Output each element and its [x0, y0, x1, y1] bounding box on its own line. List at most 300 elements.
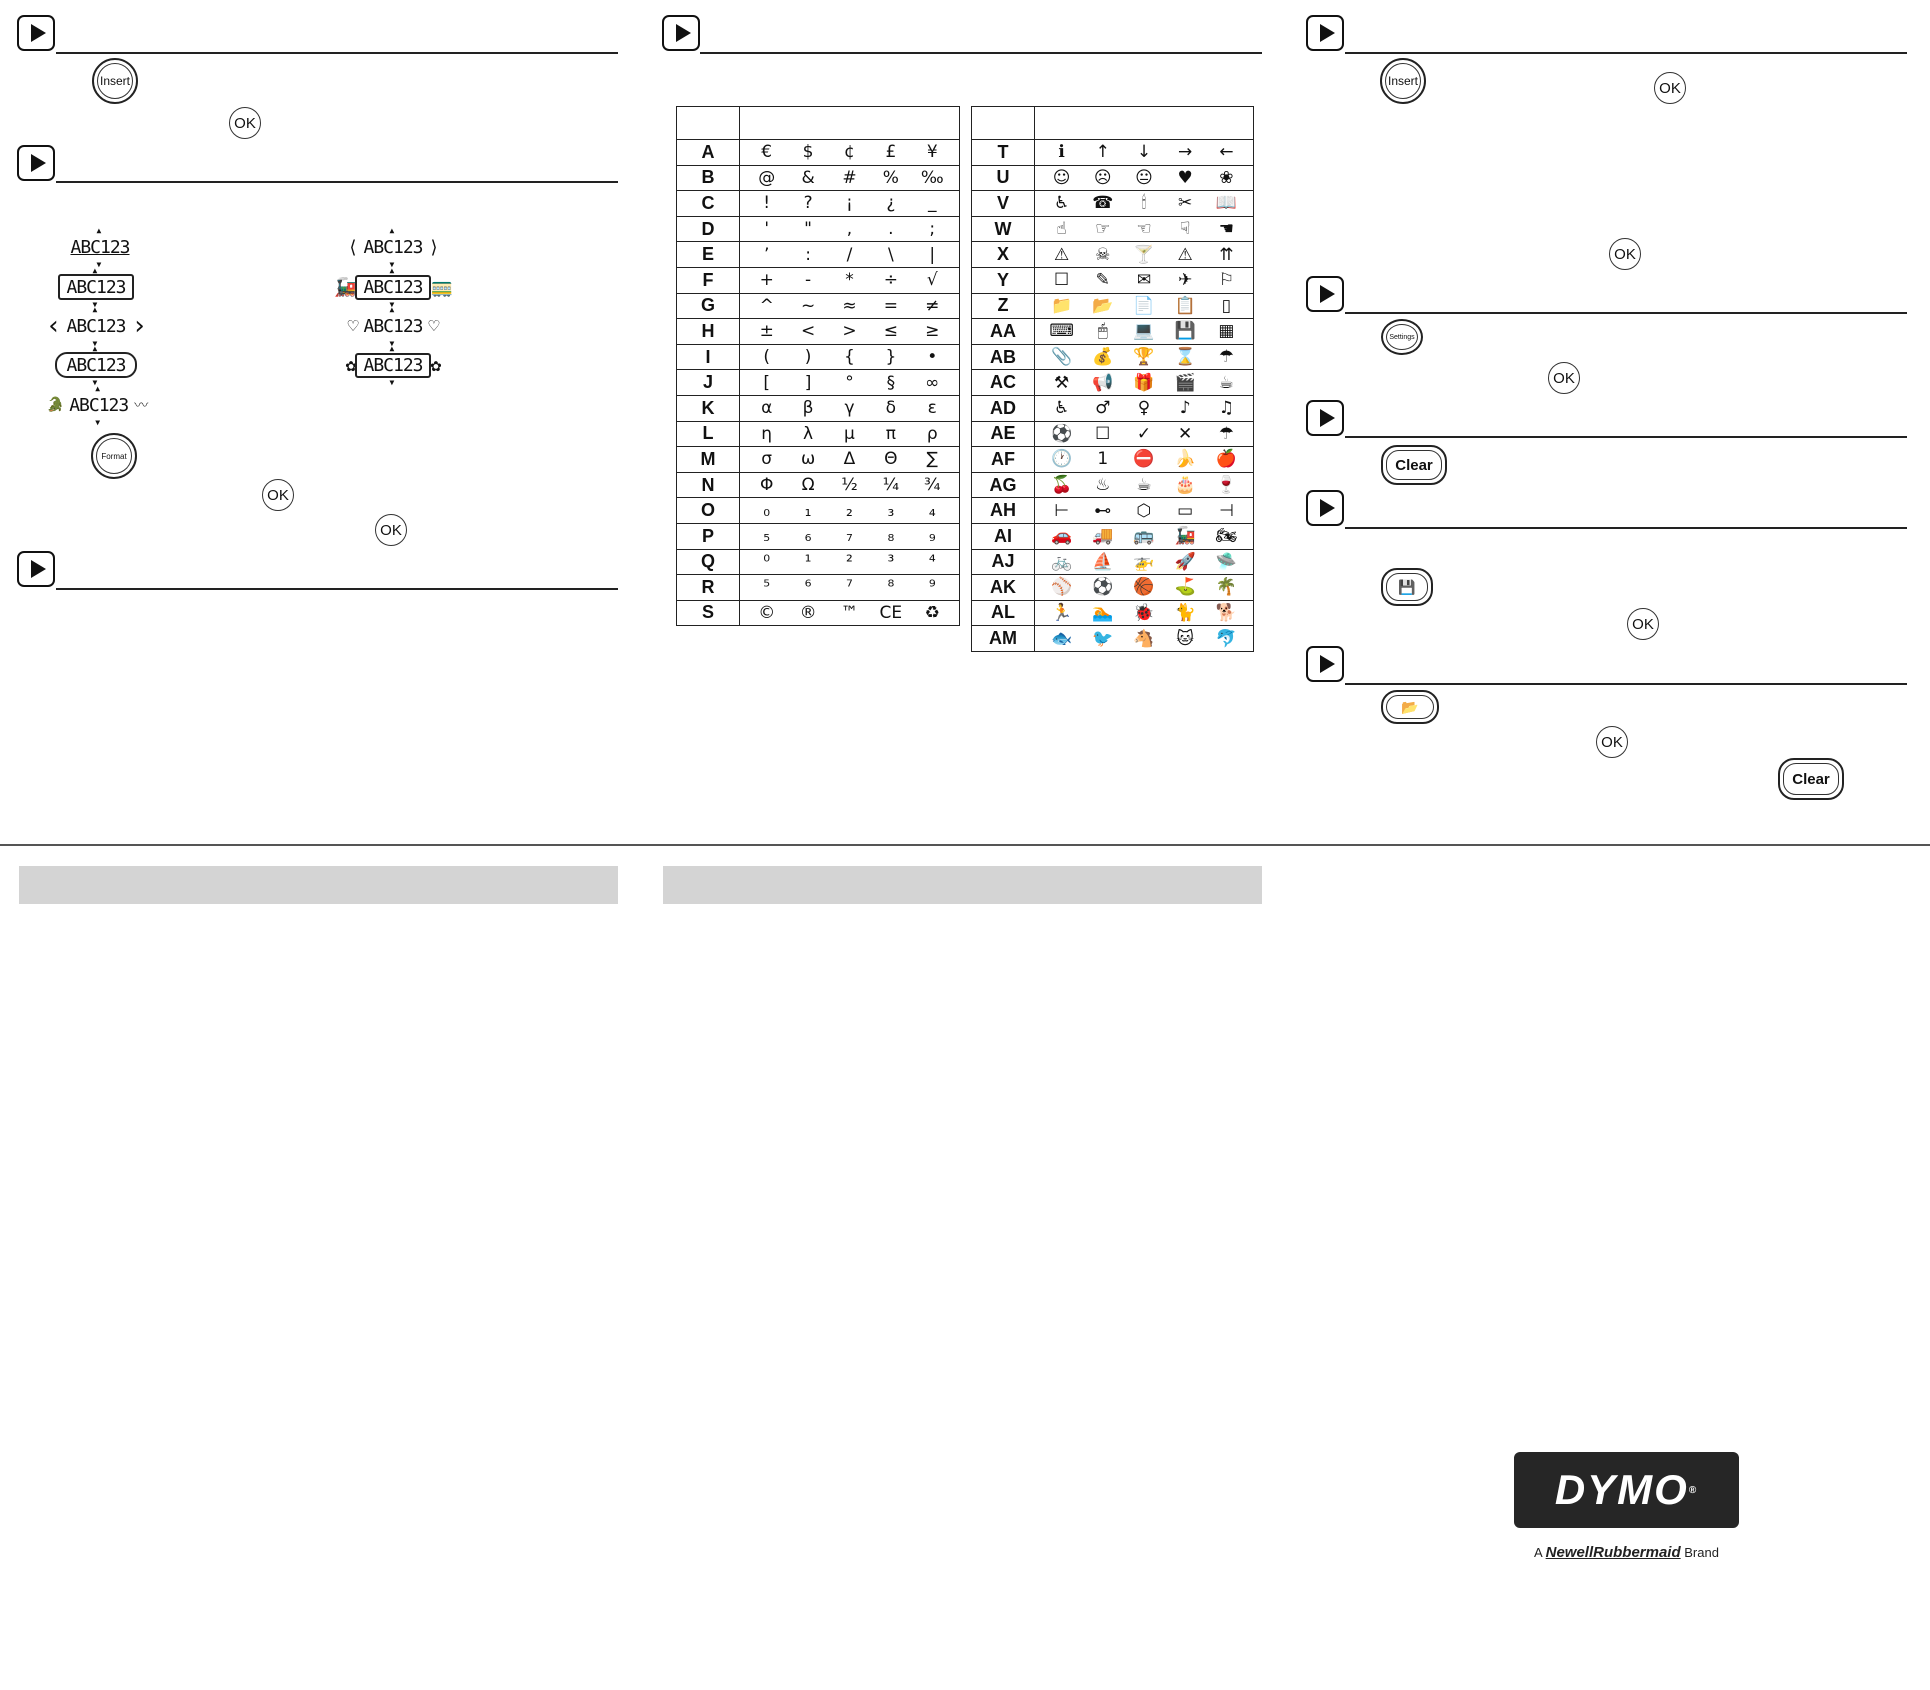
- symbol-glyph: ⛔: [1133, 449, 1155, 470]
- symbol-table-right: [971, 106, 1254, 652]
- label-sample-rounded: ▲ ABC123 ▼: [55, 352, 137, 378]
- symbol-glyph: 🐟: [1051, 628, 1073, 649]
- symbol-glyph: ⚠: [1177, 244, 1193, 265]
- symbol-glyph: 🏆: [1133, 347, 1155, 368]
- ok-key-icon: OK: [262, 479, 294, 511]
- row-symbols: [740, 370, 960, 396]
- section-divider: [56, 181, 618, 183]
- symbol-glyph: ☟: [1179, 219, 1191, 240]
- row-symbols: [1035, 421, 1254, 447]
- table-row: [972, 242, 1254, 268]
- symbol-glyph: 🛸: [1215, 551, 1237, 572]
- symbol-glyph: %: [882, 167, 899, 188]
- row-symbols: [740, 165, 960, 191]
- symbol-glyph: ▭: [1177, 500, 1194, 521]
- symbol-glyph: 🏀: [1133, 577, 1155, 598]
- symbol-glyph: ⚒: [1053, 372, 1070, 393]
- symbol-glyph: CE: [879, 602, 903, 623]
- symbol-glyph: =: [883, 295, 898, 316]
- symbol-glyph: 🚌: [1133, 526, 1155, 547]
- row-code: C: [677, 191, 740, 217]
- symbol-glyph: ⇈: [1219, 244, 1234, 265]
- symbol-glyph: 💻: [1133, 321, 1155, 342]
- symbol-glyph: 😐: [1135, 167, 1153, 188]
- symbol-glyph: ’: [763, 244, 770, 265]
- row-symbols: [1035, 191, 1254, 217]
- table-row: [972, 626, 1254, 652]
- table-row: [677, 293, 960, 319]
- symbol-glyph: }: [885, 347, 897, 368]
- symbol-glyph: 📢: [1092, 372, 1114, 393]
- gray-header-bar: [663, 866, 1262, 904]
- symbol-glyph: ⊣: [1218, 500, 1234, 521]
- table-row: [677, 395, 960, 421]
- symbol-glyph: ♨: [1095, 475, 1111, 496]
- row-symbols: [1035, 395, 1254, 421]
- play-icon: [1306, 15, 1344, 51]
- ok-key-icon: OK: [229, 107, 261, 139]
- section-divider: [700, 52, 1262, 54]
- symbol-glyph: ∞: [925, 372, 940, 393]
- clear-key-icon: Clear: [1381, 445, 1447, 485]
- symbol-glyph: ♪: [1179, 398, 1191, 419]
- row-code: T: [972, 140, 1035, 166]
- row-symbols: [740, 242, 960, 268]
- symbol-glyph: 🕯: [1141, 193, 1147, 214]
- row-code: AD: [972, 395, 1035, 421]
- symbol-glyph: +: [759, 270, 774, 291]
- table-row: [677, 242, 960, 268]
- symbol-glyph: 🕐: [1051, 449, 1073, 470]
- row-code: O: [677, 498, 740, 524]
- symbol-glyph: ♻: [924, 602, 940, 623]
- symbol-glyph: ρ: [926, 423, 938, 444]
- symbol-glyph: ✂: [1178, 193, 1193, 214]
- ok-key-icon: OK: [1596, 726, 1628, 758]
- symbol-glyph: ☕: [1136, 475, 1152, 496]
- symbol-glyph: ⁹: [928, 577, 936, 598]
- page-divider: [0, 844, 1930, 846]
- table-row: [677, 549, 960, 575]
- symbol-glyph: ✓: [1136, 423, 1152, 444]
- play-icon: [17, 15, 55, 51]
- symbol-glyph: 💾: [1174, 321, 1196, 342]
- symbol-glyph: 🌴: [1215, 577, 1237, 598]
- table-row: [972, 395, 1254, 421]
- symbol-glyph: 🐈: [1174, 602, 1196, 623]
- symbol-glyph: 🐱: [1176, 628, 1195, 649]
- table-row: [972, 165, 1254, 191]
- table-row: [677, 165, 960, 191]
- symbol-glyph: Δ: [843, 449, 856, 470]
- symbol-glyph: ♿: [1053, 193, 1070, 214]
- symbol-glyph: 🐦: [1092, 628, 1114, 649]
- row-symbols: [740, 472, 960, 498]
- symbol-glyph: ½: [841, 475, 858, 496]
- row-code: N: [677, 472, 740, 498]
- symbol-glyph: ≥: [925, 321, 940, 342]
- symbol-glyph: :: [805, 244, 811, 265]
- row-symbols: [740, 498, 960, 524]
- symbol-glyph: ⁷: [846, 577, 853, 598]
- row-symbols: [1035, 447, 1254, 473]
- symbol-glyph: .: [888, 219, 894, 240]
- section-divider: [56, 52, 618, 54]
- table-row: [677, 140, 960, 166]
- format-key-icon: Format: [91, 433, 137, 479]
- table-header-code: [677, 107, 740, 140]
- symbol-glyph: 🚁: [1133, 551, 1155, 572]
- symbol-glyph: 🚀: [1174, 551, 1196, 572]
- section-divider: [56, 588, 618, 590]
- row-code: AH: [972, 498, 1035, 524]
- symbol-glyph: ▦: [1218, 321, 1235, 342]
- symbol-glyph: ™: [840, 602, 858, 623]
- symbol-glyph: ]: [804, 372, 812, 393]
- table-row: [972, 549, 1254, 575]
- symbol-glyph: ¢: [844, 142, 855, 163]
- symbol-glyph: ₃: [887, 500, 895, 521]
- row-code: J: [677, 370, 740, 396]
- section-divider: [1345, 52, 1907, 54]
- symbol-glyph: ±: [759, 321, 774, 342]
- symbol-glyph: ⬡: [1136, 500, 1152, 521]
- table-header-code: [972, 107, 1035, 140]
- symbol-glyph: ♀: [1137, 398, 1151, 419]
- dymo-logo: DYMO ®: [1514, 1452, 1739, 1528]
- table-row: [972, 267, 1254, 293]
- row-symbols: [1035, 523, 1254, 549]
- symbol-glyph: 🎂: [1174, 475, 1196, 496]
- open-folder-key-icon: 📂: [1381, 690, 1439, 724]
- table-row: [972, 140, 1254, 166]
- row-symbols: [1035, 549, 1254, 575]
- row-code: K: [677, 395, 740, 421]
- symbol-glyph: 🏊: [1092, 602, 1114, 623]
- symbol-glyph: ': [764, 219, 770, 240]
- symbol-glyph: ¼: [882, 475, 900, 496]
- symbol-glyph: 🏍: [1215, 526, 1238, 547]
- symbol-glyph: ✉: [1136, 270, 1152, 291]
- symbol-glyph: μ: [844, 423, 855, 444]
- symbol-glyph: $: [802, 142, 814, 163]
- symbol-glyph: →: [1178, 142, 1193, 163]
- symbol-glyph: 🖱: [1097, 321, 1108, 342]
- symbol-glyph: ₅: [763, 526, 771, 547]
- symbol-glyph: 🚂: [1174, 526, 1196, 547]
- table-row: [972, 472, 1254, 498]
- ok-key-icon: OK: [375, 514, 407, 546]
- row-code: B: [677, 165, 740, 191]
- section-divider: [1345, 436, 1907, 438]
- symbol-glyph: σ: [761, 449, 773, 470]
- symbol-glyph: ↓: [1136, 142, 1152, 163]
- symbol-glyph: √: [926, 270, 938, 291]
- label-sample-train: 🚂 ▲ ABC123 ▼ 🚃: [328, 274, 458, 300]
- symbol-glyph: 1: [1097, 449, 1109, 470]
- ok-key-icon: OK: [1627, 608, 1659, 640]
- symbol-glyph: ³: [887, 551, 895, 572]
- label-sample-underline: ▲ ABC123 ▼: [60, 234, 140, 260]
- symbol-glyph: 🍒: [1051, 475, 1073, 496]
- play-icon: [1306, 400, 1344, 436]
- symbol-glyph: ⁴: [928, 551, 936, 572]
- symbol-glyph: £: [885, 142, 897, 163]
- symbol-glyph: 🍸: [1133, 244, 1155, 265]
- row-code: W: [972, 216, 1035, 242]
- symbol-glyph: ℹ: [1058, 142, 1065, 163]
- row-code: AJ: [972, 549, 1035, 575]
- table-row: [972, 293, 1254, 319]
- symbol-glyph: (: [763, 347, 770, 368]
- row-symbols: [740, 140, 960, 166]
- row-symbols: [1035, 575, 1254, 601]
- table-row: [972, 421, 1254, 447]
- symbol-glyph: ≈: [842, 295, 857, 316]
- symbol-glyph: λ: [803, 423, 814, 444]
- symbol-glyph: !: [763, 193, 771, 214]
- symbol-glyph: ☂: [1218, 347, 1234, 368]
- symbol-glyph: ε: [927, 398, 937, 419]
- symbol-glyph: Φ: [759, 475, 774, 496]
- symbol-glyph: °: [845, 372, 854, 393]
- label-sample-box: ▲ ABC123 ▼: [58, 274, 134, 300]
- symbol-glyph: &: [801, 167, 815, 188]
- symbol-glyph: 📄: [1133, 295, 1155, 316]
- symbol-glyph: ☂: [1218, 423, 1234, 444]
- symbol-glyph: ≤: [883, 321, 898, 342]
- symbol-glyph: <: [800, 321, 816, 342]
- symbol-glyph: •: [927, 347, 938, 368]
- symbol-glyph: 🏃: [1051, 602, 1073, 623]
- table-row: [677, 191, 960, 217]
- brand-tagline: A NewellRubbermaid Brand: [1534, 1544, 1719, 1561]
- symbol-glyph: 🍷: [1215, 475, 1237, 496]
- symbol-glyph: ⌨: [1049, 321, 1074, 342]
- table-row: [972, 344, 1254, 370]
- symbol-glyph: ÷: [883, 270, 898, 291]
- label-sample-flowers: ✿ ▲ ABC123 ▼ ✿: [326, 352, 460, 378]
- symbol-glyph: ~: [800, 295, 816, 316]
- table-row: [972, 600, 1254, 626]
- symbol-glyph: 🐞: [1133, 602, 1155, 623]
- symbol-glyph: 🍎: [1215, 449, 1237, 470]
- symbol-glyph: ⚐: [1218, 270, 1234, 291]
- row-code: V: [972, 191, 1035, 217]
- symbol-glyph: §: [886, 372, 896, 393]
- symbol-glyph: ₄: [928, 500, 936, 521]
- table-row: [677, 600, 960, 626]
- symbol-glyph: ♂: [1095, 398, 1111, 419]
- row-symbols: [1035, 370, 1254, 396]
- row-code: S: [677, 600, 740, 626]
- row-symbols: [740, 293, 960, 319]
- play-icon: [1306, 276, 1344, 312]
- symbol-glyph: ^: [759, 295, 774, 316]
- symbol-glyph: Θ: [884, 449, 898, 470]
- symbol-glyph: ☺: [1052, 167, 1071, 188]
- row-symbols: [740, 191, 960, 217]
- symbol-glyph: ": [804, 219, 812, 240]
- play-icon: [1306, 490, 1344, 526]
- insert-key-icon: Insert: [1380, 58, 1426, 104]
- symbol-glyph: ): [804, 347, 812, 368]
- row-code: AI: [972, 523, 1035, 549]
- table-row: [677, 498, 960, 524]
- symbol-glyph: ⛳: [1174, 577, 1196, 598]
- symbol-glyph: ❀: [1219, 167, 1234, 188]
- table-row: [677, 421, 960, 447]
- table-row: [677, 267, 960, 293]
- symbol-glyph: ♥: [1177, 167, 1193, 188]
- symbol-glyph: γ: [844, 398, 855, 419]
- symbol-glyph: ☹: [1093, 167, 1112, 188]
- symbol-glyph: 🐴: [1133, 628, 1155, 649]
- table-row: [972, 319, 1254, 345]
- table-row: [972, 575, 1254, 601]
- row-code: U: [972, 165, 1035, 191]
- table-row: [677, 472, 960, 498]
- row-code: AG: [972, 472, 1035, 498]
- symbol-glyph: ⊷: [1094, 500, 1112, 521]
- row-symbols: [1035, 140, 1254, 166]
- row-symbols: [740, 267, 960, 293]
- clear-key-icon: Clear: [1778, 758, 1844, 800]
- symbol-glyph: 📂: [1092, 295, 1114, 316]
- symbol-glyph: ☝: [1056, 219, 1067, 240]
- symbol-glyph: ‰: [920, 167, 944, 188]
- symbol-glyph: 🐬: [1215, 628, 1237, 649]
- symbol-glyph: 🚲: [1051, 551, 1073, 572]
- symbol-glyph: ₉: [928, 526, 936, 547]
- table-row: [972, 191, 1254, 217]
- label-sample-scroll: ⟨ ▲ ABC123 ▼ ⟩: [344, 234, 442, 260]
- table-row: [972, 498, 1254, 524]
- row-code: AF: [972, 447, 1035, 473]
- symbol-glyph: 📖: [1215, 193, 1237, 214]
- ok-key-icon: OK: [1609, 238, 1641, 270]
- row-symbols: [740, 600, 960, 626]
- table-row: [972, 447, 1254, 473]
- symbol-glyph: 🎬: [1174, 372, 1196, 393]
- row-code: M: [677, 447, 740, 473]
- symbol-glyph: ;: [929, 219, 936, 240]
- symbol-glyph: ∑: [926, 449, 938, 470]
- symbol-glyph: ☚: [1218, 219, 1234, 240]
- symbol-glyph: π: [885, 423, 896, 444]
- insert-key-icon: Insert: [92, 58, 138, 104]
- symbol-glyph: ☐: [1053, 270, 1070, 291]
- row-symbols: [740, 319, 960, 345]
- symbol-glyph: @: [758, 167, 776, 188]
- ok-key-icon: OK: [1654, 72, 1686, 104]
- symbol-glyph: ↑: [1095, 142, 1110, 163]
- symbol-glyph: _: [928, 193, 937, 214]
- section-divider: [1345, 683, 1907, 685]
- symbol-glyph: ⛵: [1092, 551, 1114, 572]
- symbol-glyph: ₈: [887, 526, 895, 547]
- row-code: AK: [972, 575, 1035, 601]
- symbol-glyph: ⚠: [1053, 244, 1070, 265]
- row-code: D: [677, 216, 740, 242]
- symbol-glyph: ≠: [925, 295, 940, 316]
- symbol-glyph: 📎: [1051, 347, 1073, 368]
- row-code: I: [677, 344, 740, 370]
- symbol-glyph: 🎁: [1133, 372, 1155, 393]
- row-code: AL: [972, 600, 1035, 626]
- symbol-glyph: ₂: [846, 500, 853, 521]
- section-divider: [1345, 312, 1907, 314]
- symbol-glyph: |: [929, 244, 936, 265]
- symbol-glyph: Ω: [801, 475, 815, 496]
- symbol-glyph: ←: [1219, 142, 1234, 163]
- symbol-glyph: ©: [758, 602, 776, 623]
- table-row: [677, 344, 960, 370]
- symbol-glyph: ☠: [1095, 244, 1111, 265]
- symbol-glyph: β: [802, 398, 814, 419]
- table-row: [677, 523, 960, 549]
- row-symbols: [1035, 344, 1254, 370]
- table-row: [677, 575, 960, 601]
- row-code: G: [677, 293, 740, 319]
- symbol-table-left: [676, 106, 960, 626]
- symbol-glyph: 🚚: [1092, 526, 1114, 547]
- row-symbols: [740, 395, 960, 421]
- symbol-glyph: ⁸: [887, 577, 895, 598]
- row-code: AB: [972, 344, 1035, 370]
- play-icon: [662, 15, 700, 51]
- symbol-glyph: ¾: [924, 475, 941, 496]
- table-header-symbols: [1035, 107, 1254, 140]
- symbol-glyph: 💰: [1092, 347, 1114, 368]
- row-code: X: [972, 242, 1035, 268]
- symbol-glyph: ₀: [763, 500, 771, 521]
- symbol-glyph: ⌛: [1174, 347, 1196, 368]
- symbol-glyph: ,: [846, 219, 853, 240]
- symbol-glyph: ⁵: [763, 577, 771, 598]
- symbol-glyph: ₇: [846, 526, 853, 547]
- symbol-glyph: ¡: [846, 193, 853, 214]
- table-row: [677, 319, 960, 345]
- play-icon: [1306, 646, 1344, 682]
- symbol-glyph: {: [844, 347, 855, 368]
- symbol-glyph: [: [763, 372, 770, 393]
- row-code: AA: [972, 319, 1035, 345]
- symbol-glyph: ♿: [1053, 398, 1070, 419]
- symbol-glyph: α: [761, 398, 773, 419]
- row-symbols: [1035, 600, 1254, 626]
- row-code: L: [677, 421, 740, 447]
- symbol-glyph: €: [761, 142, 773, 163]
- symbol-glyph: >: [842, 321, 857, 342]
- row-symbols: [1035, 267, 1254, 293]
- row-code: AE: [972, 421, 1035, 447]
- symbol-glyph: -: [805, 270, 812, 291]
- symbol-glyph: 🐕: [1215, 602, 1237, 623]
- symbol-glyph: ♫: [1218, 398, 1234, 419]
- symbol-glyph: ⁶: [804, 577, 812, 598]
- row-symbols: [1035, 472, 1254, 498]
- symbol-glyph: ☎: [1092, 193, 1114, 214]
- row-symbols: [740, 523, 960, 549]
- row-symbols: [740, 216, 960, 242]
- row-symbols: [740, 575, 960, 601]
- symbol-glyph: ☕: [1218, 372, 1234, 393]
- symbol-glyph: η: [761, 423, 773, 444]
- table-row: [972, 523, 1254, 549]
- table-row: [677, 370, 960, 396]
- symbol-glyph: ®: [799, 602, 817, 623]
